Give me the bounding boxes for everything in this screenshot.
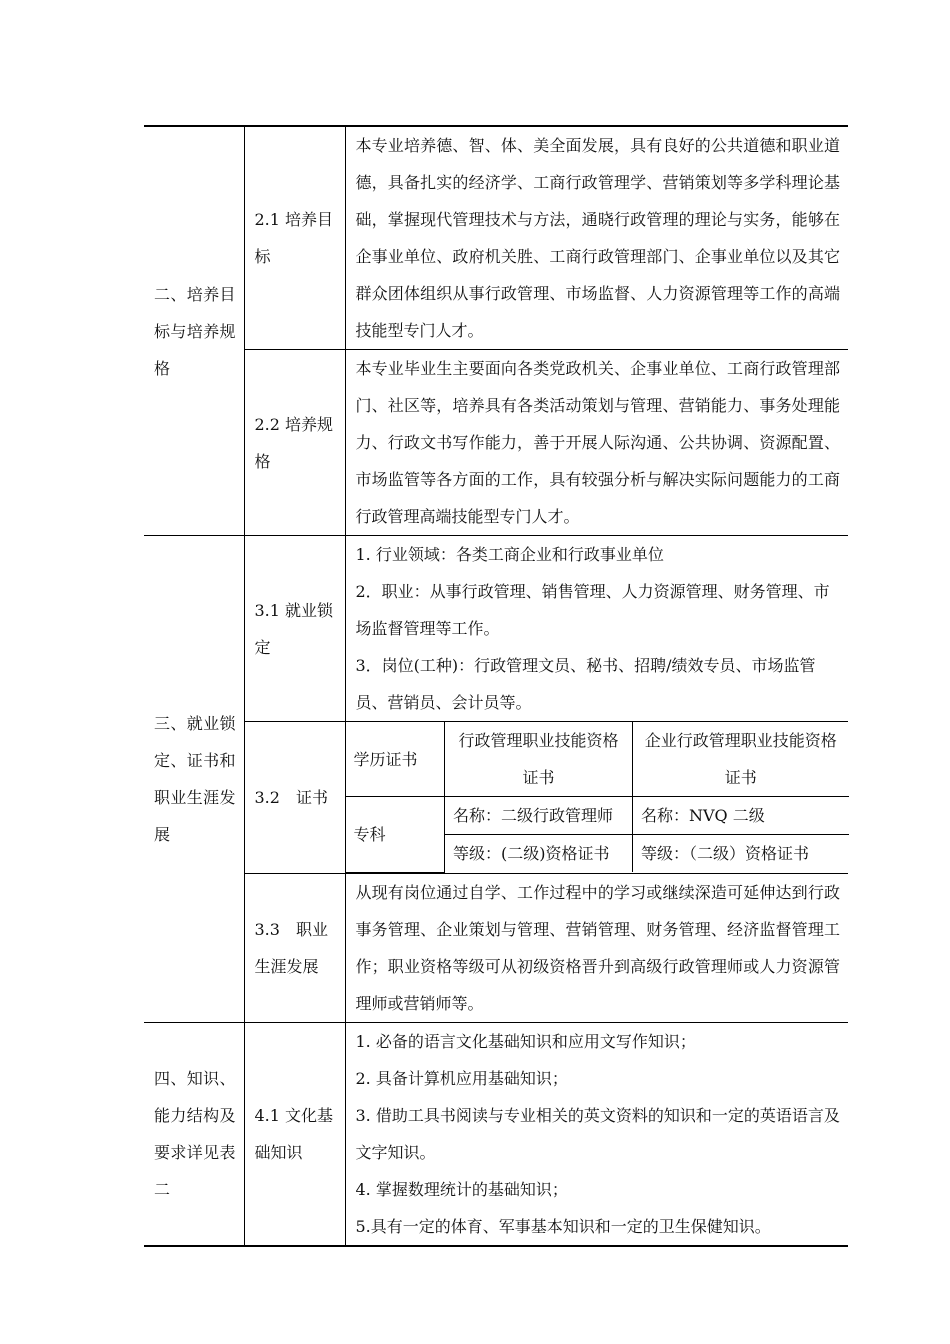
cert-grade-admin: 等级：(二级)资格证书 <box>445 835 633 873</box>
certificate-table <box>346 722 849 873</box>
row-2-2-text <box>345 350 848 536</box>
row-3-3 <box>144 873 848 1022</box>
cert-grade-enterprise: 等级：（二级）资格证书 <box>633 835 849 873</box>
row-4-1-list <box>345 1022 848 1246</box>
section-3-title: 三、就业锁定、证书和职业生涯发展 <box>144 536 244 1023</box>
list-item: 3．岗位(工种)：行政管理文员、秘书、招聘/绩效专员、市场监管员、营销员、会计员等。 <box>355 656 816 712</box>
row-2-2-label: 2.2 培养规格 <box>244 350 345 536</box>
row-3-2 <box>144 722 848 874</box>
row-3-3-paragraph: 从现有岗位通过自学、工作过程中的学习或继续深造可延伸达到行政事务管理、企业策划与管理、营销管理、财务管理、经济监督管理工作；职业资格等级可从初级资格晋升到高级行政管理师或人力资源管理师或营销师等。 <box>355 882 840 1013</box>
program-table <box>144 125 848 1247</box>
row-2-1-paragraph: 本专业培养德、智、体、美全面发展，具有良好的公共道德和职业道德，具备扎实的经济学、工商行政管理学、营销策划等多学科理论基础，掌握现代管理技术与方法，通晓行政管理的理论与实务，能够在企事业单位、政府机关胜、工商行政管理部门、企事业单位以及其它群众团体组织从事行政管理、市场监督、人力资源管理等工作的高端技能型专门人才。 <box>355 136 840 340</box>
row-4-1 <box>144 1022 848 1246</box>
section-4-title: 四、知识、能力结构及要求详见表二 <box>144 1022 244 1246</box>
cert-header-enterprise: 企业行政管理职业技能资格证书 <box>633 722 849 797</box>
row-2-1 <box>144 126 848 350</box>
row-3-1-label: 3.1 就业锁定 <box>244 536 345 722</box>
row-3-1 <box>144 536 848 722</box>
row-2-2-paragraph: 本专业毕业生主要面向各类党政机关、企事业单位、工商行政管理部门、社区等，培养具有各类活动策划与管理、营销能力、事务处理能力、行政文书写作能力，善于开展人际沟通、公共协调、资源配置、市场监管等各方面的工作，具有较强分析与解决实际问题能力的工商行政管理高端技能型专门人才。 <box>355 359 840 526</box>
certificate-cell <box>345 722 848 874</box>
cert-education-level: 专科 <box>346 797 445 873</box>
cert-name-admin: 名称：二级行政管理师 <box>445 797 633 835</box>
row-3-1-list <box>345 536 848 722</box>
row-3-3-label: 3.3 职业生涯发展 <box>244 873 345 1022</box>
row-3-3-text <box>345 873 848 1022</box>
certificate-header-row <box>346 722 849 797</box>
list-item: 3. 借助工具书阅读与专业相关的英文资料的知识和一定的英语语言及文字知识。 <box>355 1105 840 1162</box>
cert-header-admin: 行政管理职业技能资格证书 <box>445 722 633 797</box>
list-item: 2. 具备计算机应用基础知识； <box>355 1068 568 1088</box>
list-item: 4. 掌握数理统计的基础知识； <box>355 1179 568 1199</box>
row-2-1-text <box>345 126 848 350</box>
row-2-2 <box>144 350 848 536</box>
list-item: 5.具有一定的体育、军事基本知识和一定的卫生保健知识。 <box>355 1216 771 1236</box>
row-3-2-label: 3.2 证书 <box>244 722 345 874</box>
list-item: 1. 必备的语言文化基础知识和应用文写作知识； <box>355 1031 696 1051</box>
row-2-1-label: 2.1 培养目标 <box>244 126 345 350</box>
list-item: 2．职业：从事行政管理、销售管理、人力资源管理、财务管理、市场监督管理等工作。 <box>355 582 830 638</box>
certificate-name-row <box>346 797 849 835</box>
cert-header-education: 学历证书 <box>346 722 445 797</box>
row-4-1-label: 4.1 文化基础知识 <box>244 1022 345 1246</box>
cert-name-enterprise: 名称：NVQ 二级 <box>633 797 849 835</box>
list-item: 1. 行业领域：各类工商企业和行政事业单位 <box>355 545 664 564</box>
section-2-title: 二、培养目标与培养规格 <box>144 126 244 536</box>
